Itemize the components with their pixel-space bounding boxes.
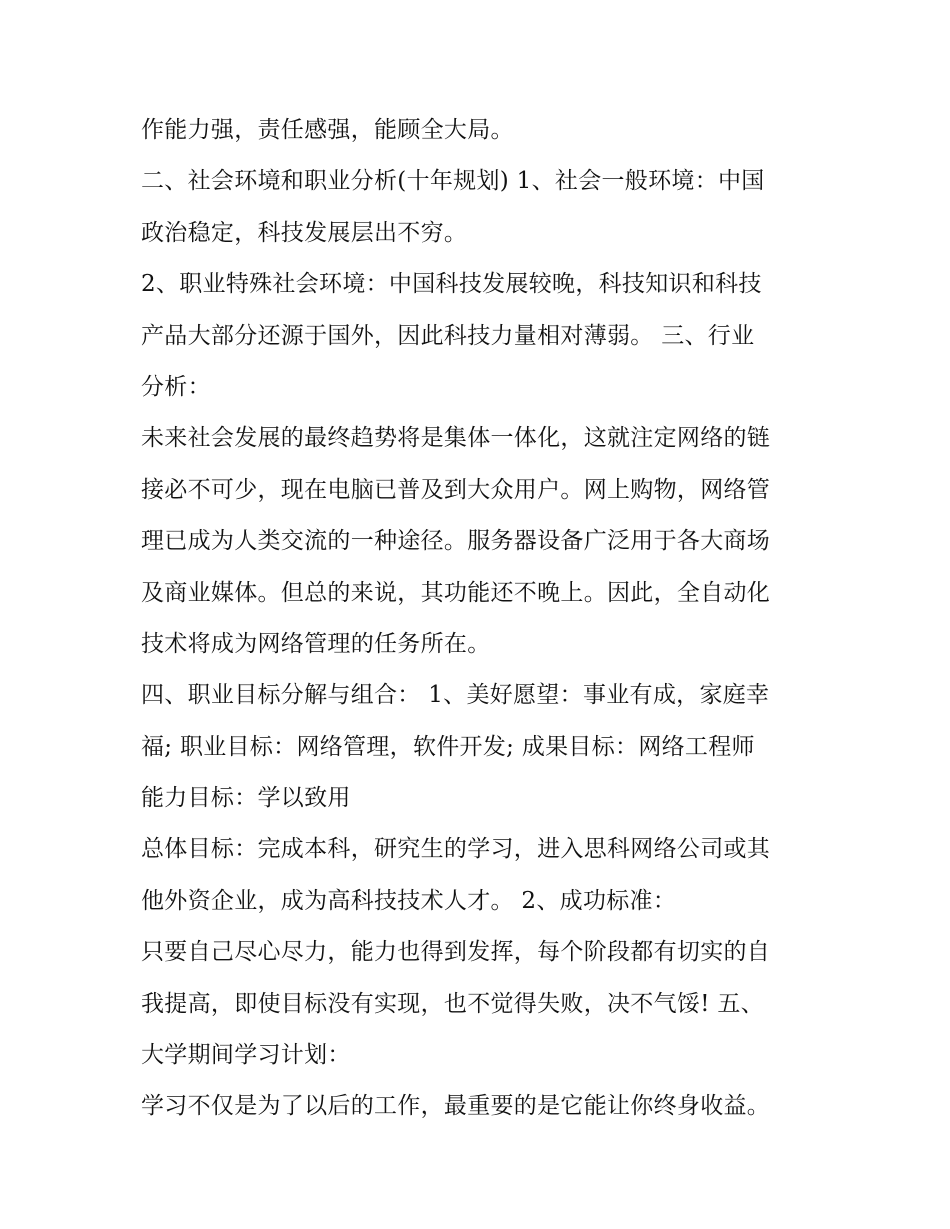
text-line: 二、社会环境和职业分析(十年规划) 1、社会一般环境：中国 — [141, 168, 765, 195]
text-line: 产品大部分还源于国外，因此科技力量相对薄弱。 三、行业 — [141, 322, 755, 349]
text-line: 四、职业目标分解与组合： 1、美好愿望：事业有成，家庭幸 — [141, 682, 770, 709]
text-line: 分析： — [141, 373, 211, 400]
text-line: 政治稳定，科技发展层出不穷。 — [141, 219, 468, 246]
text-line: 及商业媒体。但总的来说，其功能还不晚上。因此，全自动化 — [141, 579, 771, 606]
text-line: 我提高，即使目标没有实现，也不觉得失败，决不气馁! 五、 — [141, 990, 764, 1017]
text-line: 大学期间学习计划： — [141, 1042, 351, 1069]
text-line: 理已成为人类交流的一种途径。服务器设备广泛用于各大商场 — [141, 528, 771, 555]
text-line: 能力目标：学以致用 — [141, 785, 351, 812]
text-line: 他外资企业，成为高科技技术人才。 2、成功标准： — [141, 887, 677, 914]
text-line: 只要自己尽心尽力，能力也得到发挥，每个阶段都有切实的自 — [141, 939, 771, 966]
text-line: 技术将成为网络管理的任务所在。 — [141, 630, 491, 657]
text-line: 未来社会发展的最终趋势将是集体一体化，这就注定网络的链 — [141, 425, 771, 452]
text-line: 总体目标：完成本科，研究生的学习，进入思科网络公司或其 — [141, 836, 771, 863]
text-line: 2、职业特殊社会环境：中国科技发展较晚，科技知识和科技 — [141, 271, 762, 298]
text-line: 福; 职业目标：网络管理，软件开发; 成果目标：网络工程师 — [141, 733, 755, 760]
text-line: 学习不仅是为了以后的工作，最重要的是它能让你终身收益。 — [141, 1093, 771, 1120]
text-line: 接必不可少，现在电脑已普及到大众用户。网上购物，网络管 — [141, 476, 771, 503]
text-line: 作能力强，责任感强，能顾全大局。 — [141, 117, 514, 143]
document-body — [141, 111, 821, 1139]
